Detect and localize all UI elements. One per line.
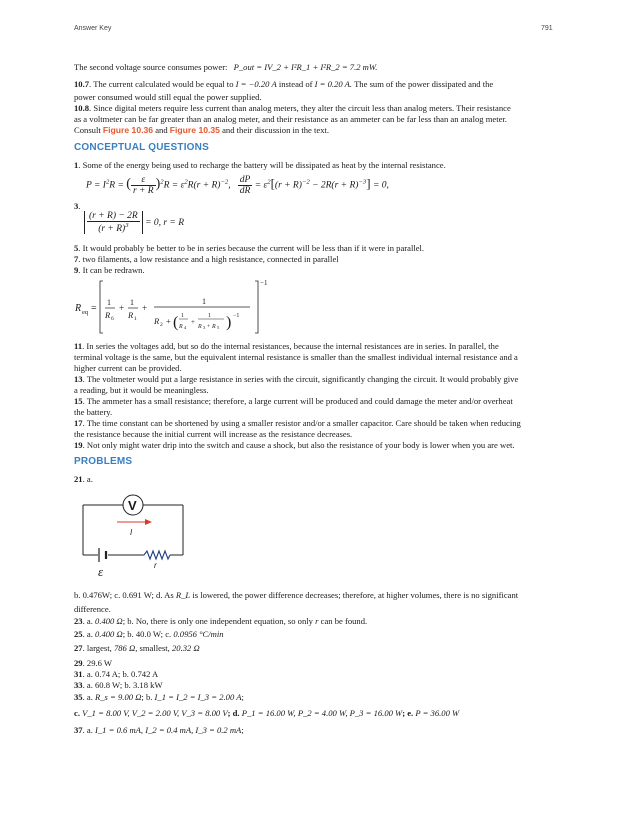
svg-text:2: 2 bbox=[160, 322, 163, 328]
svg-text:R: R bbox=[105, 310, 111, 320]
svg-text:6: 6 bbox=[111, 316, 114, 322]
svg-text:+: + bbox=[207, 324, 211, 330]
conceptual-answer-1: 1. Some of the energy being used to recharge the battery will be dissipated as heat by the internal resistance. bbox=[74, 160, 446, 170]
problem-33: 33. a. 60.8 W; b. 3.18 kW bbox=[74, 680, 163, 690]
svg-text:R: R bbox=[198, 324, 202, 330]
svg-text:1: 1 bbox=[130, 298, 134, 307]
conceptual-answer-17: 17. The time constant can be shortened by using a smaller resistor and/or a smaller capacitor. Care should be taken when reducing bbox=[74, 418, 521, 428]
page-number: 791 bbox=[541, 25, 553, 32]
answer-10-7-cont: power consumed would still equal the power supplied. bbox=[74, 92, 262, 102]
svg-text:−1: −1 bbox=[260, 279, 268, 287]
conceptual-answer-15: 15. The ammeter has a small resistance; therefore, a large current will be produced and could damage the meter and/or overheat bbox=[74, 396, 513, 406]
conceptual-answer-3: 3. bbox=[74, 201, 81, 211]
meter-label: V bbox=[128, 498, 137, 513]
problem-21-cont: difference. bbox=[74, 604, 111, 614]
equation-equivalent-resistance bbox=[74, 276, 274, 338]
svg-text:1: 1 bbox=[107, 298, 111, 307]
conceptual-answer-11: 11. In series the voltages add, but so do the internal resistances, because the internal resistances are in series. In parallel, the bbox=[74, 341, 499, 351]
power-line: The second voltage source consumes power: P_out = IV_2 + I²R_1 + I²R_2 = 7.2 mW. bbox=[74, 62, 378, 72]
equation-power-internal-resistance: $P = I^2R$ = ( $\frac{\varepsilon}{r + R}$ )$^2R = \varepsilon^2R(r + R)^{-2}$, $\frac{dP}{dR}$ = $\varepsilon^2[(r + R)^{-2} - 2R(r + R)^{-3}] = 0$, bbox=[86, 175, 389, 196]
problem-27: 27. largest, 786 Ω, smallest, 20.32 Ω bbox=[74, 643, 200, 653]
figure-10-35-link[interactable]: Figure 10.35 bbox=[169, 125, 220, 135]
conceptual-answer-19: 19. Not only might water drip into the switch and cause a shock, but also the resistance of your body is lower when you are wet. bbox=[74, 440, 515, 450]
svg-text:+: + bbox=[142, 303, 148, 313]
svg-text:1: 1 bbox=[134, 316, 137, 322]
svg-text:3: 3 bbox=[203, 325, 206, 330]
conceptual-answer-7: 7. two filaments, a low resistance and a high resistance, connected in parallel bbox=[74, 254, 339, 264]
answer-10-8-line3: Consult Figure 10.36 and Figure 10.35 and their discussion in the text. bbox=[74, 125, 330, 135]
power-equation: P_out = IV_2 + I²R_1 + I²R_2 = 7.2 mW. bbox=[233, 62, 378, 72]
resistor-label: r bbox=[154, 561, 157, 570]
svg-text:1: 1 bbox=[202, 297, 206, 306]
svg-text:): ) bbox=[226, 314, 232, 331]
conceptual-answer-11-line3: higher current can be provided. bbox=[74, 363, 182, 373]
svg-text:+: + bbox=[191, 318, 195, 326]
svg-text:=: = bbox=[91, 303, 97, 314]
svg-text:1: 1 bbox=[181, 313, 184, 319]
answer-10-8: 10.8. Since digital meters require less current than analog meters, they alter the circuit less than analog meters. Their resistance bbox=[74, 103, 511, 113]
voltmeter-circuit-diagram bbox=[80, 490, 190, 580]
problem-29: 29. 29.6 W bbox=[74, 658, 113, 668]
problem-35-parts-c-e: c. V_1 = 8.00 V, V_2 = 2.00 V, V_3 = 8.00 V; d. P_1 = 16.00 W, P_2 = 4.00 W, P_3 = 16.00 W; e. P = 36.00 W bbox=[74, 708, 460, 718]
svg-text:R: R bbox=[212, 324, 216, 330]
svg-text:+: + bbox=[119, 303, 125, 313]
conceptual-answer-9: 9. It can be redrawn. bbox=[74, 265, 145, 275]
problem-21-parts-b-d: b. 0.476W; c. 0.691 W; d. As R_L is lowered, the power difference decreases; therefore, at higher volumes, there is no significant bbox=[74, 590, 519, 600]
conceptual-answer-11-line2: terminal voltage is the same, but the equivalent internal resistance is smaller than the smallest individual internal resistance and a bbox=[74, 352, 518, 362]
svg-text:R: R bbox=[154, 316, 160, 326]
problem-35: 35. a. R_s = 9.00 Ω; b. I_1 = I_2 = I_3 = 2.00 A; bbox=[74, 692, 244, 702]
emf-label: ε bbox=[98, 564, 104, 579]
problem-21: 21. a. bbox=[74, 474, 93, 484]
problem-25: 25. a. 0.400 Ω; b. 40.0 W; c. 0.0956 °C/min bbox=[74, 629, 224, 639]
answer-10-7: 10.7. The current calculated would be equal to I = −0.20 A instead of I = 0.20 A. The sum of the power dissipated and the bbox=[74, 79, 494, 89]
problem-37: 37. a. I_1 = 0.6 mA, I_2 = 0.4 mA, I_3 = 0.2 mA; bbox=[74, 725, 244, 735]
svg-text:R: R bbox=[128, 310, 134, 320]
svg-text:R: R bbox=[179, 324, 183, 330]
conceptual-answer-15-line2: the battery. bbox=[74, 407, 113, 417]
problem-23: 23. a. 0.400 Ω; b. No, there is only one independent equation, so only r can be found. bbox=[74, 616, 368, 626]
figure-10-36-link[interactable]: Figure 10.36 bbox=[102, 125, 154, 135]
svg-text:1: 1 bbox=[208, 313, 211, 319]
problem-31: 31. a. 0.74 A; b. 0.742 A bbox=[74, 669, 159, 679]
equation-maximum-power: $\frac{(r + R) - 2R}{(r + R)^3}$ = 0, r = R bbox=[84, 211, 184, 234]
conceptual-answer-5: 5. It would probably be better to be in series because the current will be less than if it were in parallel. bbox=[74, 243, 425, 253]
current-arrow-head bbox=[145, 519, 152, 525]
internal-resistor bbox=[144, 551, 170, 559]
conceptual-answer-13-line2: a reading, but it would be meaningless. bbox=[74, 385, 209, 395]
current-label: I bbox=[130, 528, 133, 537]
problems-heading: PROBLEMS bbox=[74, 456, 133, 467]
svg-text:eq: eq bbox=[82, 309, 89, 316]
answer-10-8-line2: as a voltmeter can be far greater than an analog meter, and their resistance as an ammeter can be far less than an analog meter. bbox=[74, 114, 507, 124]
running-header: Answer Key bbox=[74, 25, 112, 32]
svg-text:R: R bbox=[75, 303, 82, 314]
svg-text:(: ( bbox=[173, 314, 179, 331]
svg-text:−1: −1 bbox=[233, 313, 240, 319]
svg-text:4: 4 bbox=[184, 325, 187, 330]
conceptual-answer-13: 13. The voltmeter would put a large resistance in series with the circuit, significantly changing the circuit. It would probably give bbox=[74, 374, 519, 384]
conceptual-questions-heading: CONCEPTUAL QUESTIONS bbox=[74, 142, 209, 153]
conceptual-answer-17-line2: the resistance because the initial current will increase as the resistance decreases. bbox=[74, 429, 353, 439]
svg-text:5: 5 bbox=[217, 325, 220, 330]
svg-text:+: + bbox=[166, 316, 171, 326]
